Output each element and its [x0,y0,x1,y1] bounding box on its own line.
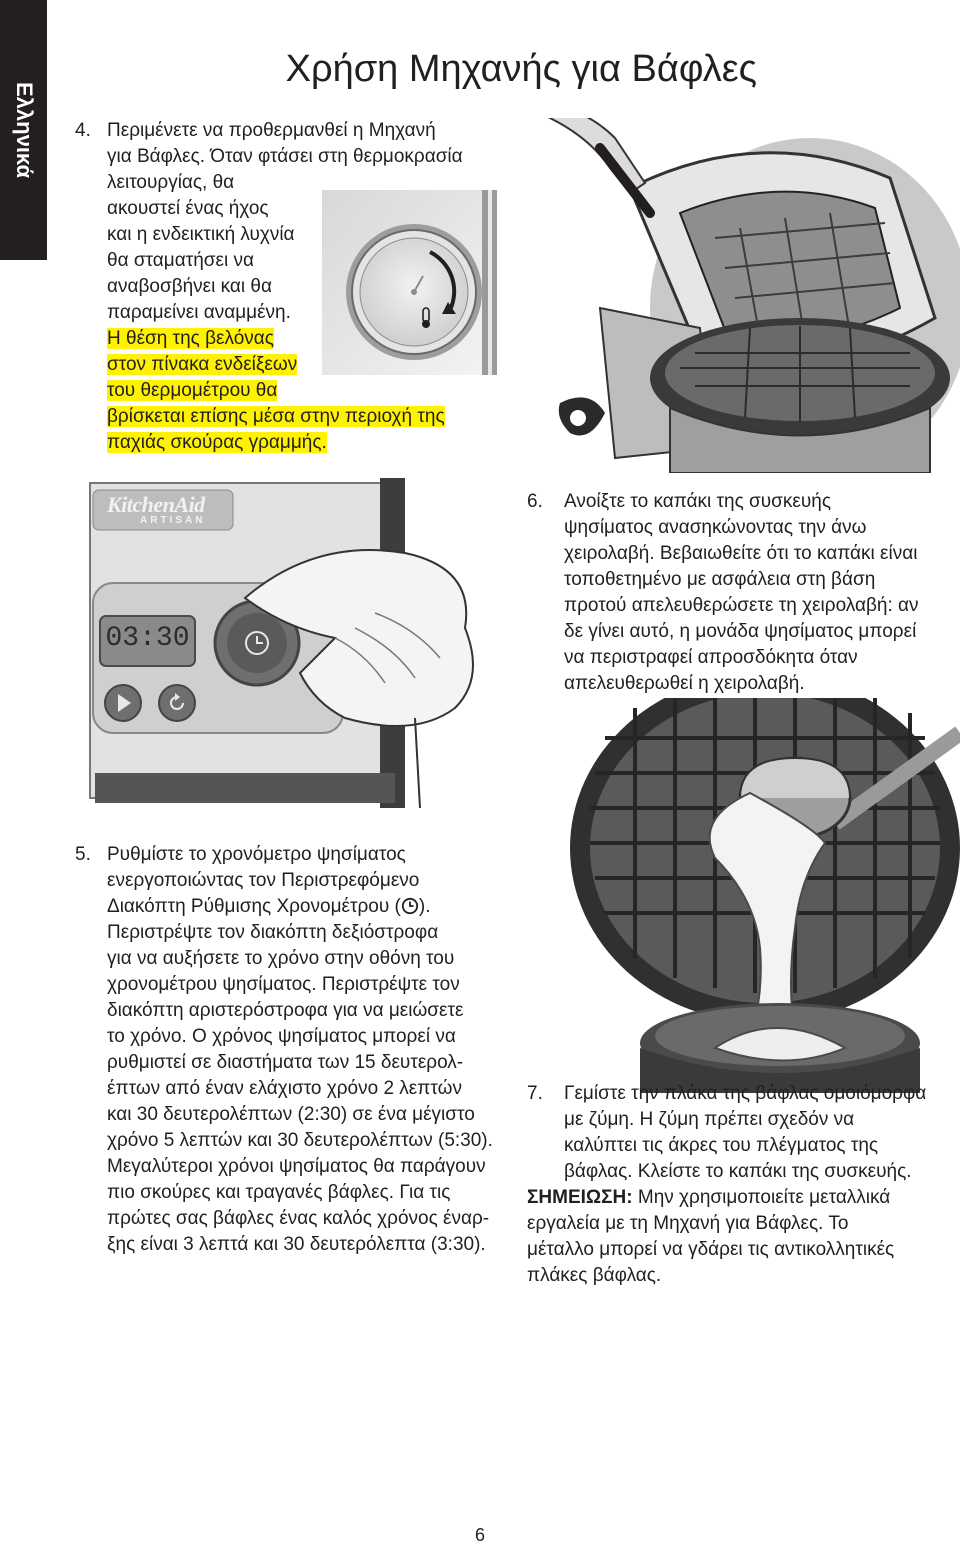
thermometer-dial-illustration [322,190,497,375]
brand-logo: KitchenAid [107,492,205,517]
step-6-line: δε γίνει αυτό, η μονάδα ψησίματος μπορεί [564,621,917,642]
open-waffle-maker-drawing [530,118,960,473]
step-4-line: λειτουργίας, θα [107,172,235,193]
step-5-line: χρόνο 5 λεπτών και 30 δευτερολέπτων (5:30). [107,1130,493,1151]
step-5-line: Περιστρέψτε τον διακόπτη δεξιόστροφα [107,922,439,943]
step-4-highlight-line: βρίσκεται επίσης μέσα στην περιοχή της [107,406,445,427]
step-4-line: και η ενδεικτική λυχνία [107,224,295,245]
step-5-line: έπτων από έναν ελάχιστο χρόνο 2 λεπτών [107,1078,462,1099]
step-5-line: ενεργοποιώντας τον Περιστρεφόμενο [107,870,420,891]
step-6-text [564,489,954,541]
step-5-line: για να αυξήσετε το χρόνο στην οθόνη του [107,948,455,969]
control-panel-illustration [85,478,490,808]
step-4-highlight-line: στον πίνακα ενδείξεων [107,354,298,375]
step-6-number: 6. [527,491,543,512]
step-5-line: Ρυθμίστε το χρονόμετρο ψησίματος [107,844,406,865]
batter-pouring-illustration [565,698,960,1093]
thermometer-dial-drawing [322,190,497,375]
language-tab-label: Ελληνικά [11,82,37,178]
step-4-line: παραμείνει αναμμένη. [107,302,291,323]
step-4-number: 4. [75,120,91,141]
step-5-line: ξης είναι 3 λεπτά και 30 δευτερόλεπτα (3:30). [107,1234,486,1255]
step-4-highlight-line: του θερμομέτρου θα [107,380,278,401]
step-7-line: βάφλας. Κλείστε το καπάκι της συσκευής. [564,1161,912,1182]
step-4-highlight-line: παχιάς σκούρας γραμμής. [107,432,327,453]
note-line: Μην χρησιμοποιείτε μεταλλικά [632,1187,891,1208]
timer-display: 03:30 [105,623,190,654]
step-5-line: ρυθμιστεί σε διαστήματα των 15 δευτερολ- [107,1052,464,1073]
step-4-line: Περιμένετε να προθερμανθεί η Μηχανή [107,120,436,141]
step-6-line: προτού απελευθερώσετε τη χειρολαβή: αν [564,595,919,616]
step-4-line: θα σταματήσει να [107,250,254,271]
note-label: ΣΗΜΕΙΩΣΗ: [527,1187,633,1208]
batter-pouring-drawing [565,698,960,1093]
step-5-line: το χρόνο. Ο χρόνος ψησίματος μπορεί να [107,1026,456,1047]
step-5-line: πρώτες σας βάφλες ένας καλός χρόνος έναρ- [107,1208,490,1229]
step-4-line: για Βάφλες. Όταν φτάσει στη θερμοκρασία [107,146,463,167]
step-7-number: 7. [527,1083,543,1104]
step-7-line: με ζύμη. Η ζύμη πρέπει σχεδόν να [564,1109,855,1130]
page-number: 6 [474,1525,485,1545]
step-5-text [107,842,527,1258]
step-4-line: ακουστεί ένας ήχος [107,198,269,219]
step-4-line: αναβοσβήνει και θα [107,276,272,297]
step-5-line: χρονομέτρου ψησίματος. Περιστρέψτε τον [107,974,460,995]
step-5-line: Μεγαλύτεροι χρόνοι ψησίματος θα παράγουν [107,1156,486,1177]
step-5-line: Διακόπτη Ρύθμισης Χρονομέτρου ( [107,896,401,917]
step-6-line: ψησίματος ανασηκώνοντας την άνω [564,517,867,538]
step-5-line: και 30 δευτερολέπτων (2:30) σε ένα μέγιστο [107,1104,475,1125]
clock-icon [401,897,419,915]
step-5-line-suffix: ). [418,896,431,917]
page-title: Χρήση Μηχανής για Βάφλες [285,48,757,90]
step-7-text [564,1081,959,1185]
step-6-line: Ανοίξτε το καπάκι της συσκευής [564,491,831,512]
open-waffle-maker-illustration [530,118,960,473]
note-block [527,1185,957,1289]
note-line: εργαλεία με τη Μηχανή για Βάφλες. Το [527,1213,849,1234]
step-6-line: απελευθερωθεί η χειρολαβή. [564,673,805,694]
language-tab [0,0,47,260]
step-5-line: διακόπτη αριστερόστροφα για να μειώσετε [107,1000,464,1021]
step-6-line: χειρολαβή. Βεβαιωθείτε ότι το καπάκι είναι [564,543,918,564]
note-line: πλάκες βάφλας. [527,1265,662,1286]
step-6-line: τοποθετημένο με ασφάλεια στη βάση [564,569,876,590]
step-6-text-continued [564,541,959,697]
step-6-line: να περιστραφεί απροσδόκητα όταν [564,647,858,668]
step-4-highlight-line: Η θέση της βελόνας [107,328,274,349]
brand-subtitle: ARTISAN [140,515,206,526]
note-line: μέταλλο μπορεί να γδάρει τις αντικολλητικές [527,1239,895,1260]
step-7-line: Γεμίστε την πλάκα της βάφλας ομοιόμορφα [564,1083,927,1104]
step-5-number: 5. [75,844,91,865]
step-5-line: πιο σκούρες και τραγανές βάφλες. Για τις [107,1182,451,1203]
step-7-line: καλύπτει τις άκρες του πλέγματος της [564,1135,879,1156]
